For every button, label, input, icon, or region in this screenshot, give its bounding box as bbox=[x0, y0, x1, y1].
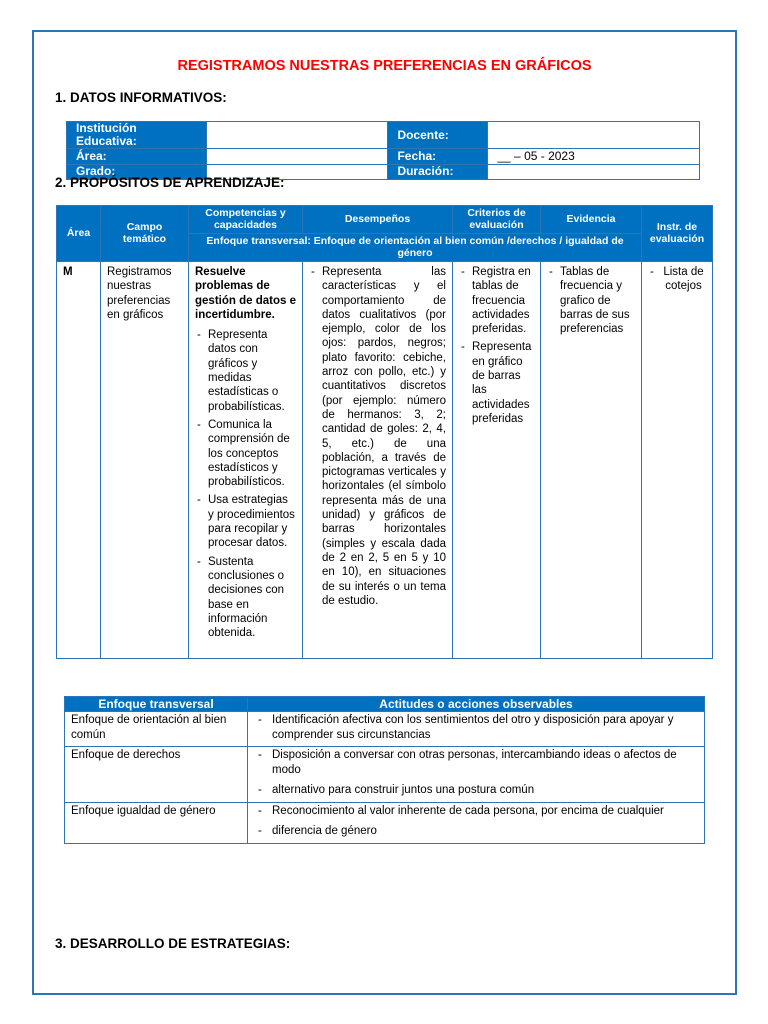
area-label: Área: bbox=[67, 149, 207, 165]
fecha-value[interactable]: __ – 05 - 2023 bbox=[488, 149, 700, 165]
header-evidencia: Evidencia bbox=[541, 206, 642, 234]
instrumento-item: - Lista de cotejos bbox=[648, 265, 706, 294]
enfoque-action-item: - Reconocimiento al valor inherente de cada persona, por encima de cualquier bbox=[254, 804, 698, 819]
duracion-value[interactable] bbox=[488, 164, 700, 180]
cell-evidencia bbox=[541, 262, 642, 659]
enfoque-header-left: Enfoque transversal bbox=[65, 697, 248, 712]
enfoque-actions bbox=[248, 747, 705, 803]
cell-criterios bbox=[453, 262, 541, 659]
docente-value[interactable] bbox=[488, 122, 700, 149]
header-criterios: Criterios de evaluación bbox=[453, 206, 541, 234]
duracion-label: Duración: bbox=[388, 164, 488, 180]
institucion-value[interactable] bbox=[206, 122, 388, 149]
cell-desempenos bbox=[303, 262, 453, 659]
fecha-label: Fecha: bbox=[388, 149, 488, 165]
evidencia-item: - Tablas de frecuencia y grafico de barras de sus preferencias bbox=[547, 265, 635, 336]
enfoque-action-item: - alternativo para construir juntos una postura común bbox=[254, 783, 698, 798]
header-instrumento: Instr. de evaluación bbox=[642, 206, 713, 262]
header-competencias: Competencias y capacidades bbox=[189, 206, 303, 234]
header-enfoque-transversal: Enfoque transversal: Enfoque de orientación al bien común /derechos / igualdad de género bbox=[189, 234, 642, 262]
criterio-item: - Registra en tablas de frecuencia actividades preferidas. bbox=[459, 265, 534, 336]
enfoque-transversal-table bbox=[64, 696, 705, 844]
section-propositos-heading: 2. PROPÓSITOS DE APRENDIZAJE: bbox=[55, 175, 285, 190]
enfoque-action-item: - diferencia de género bbox=[254, 824, 698, 839]
section-datos-heading: 1. DATOS INFORMATIVOS: bbox=[55, 90, 227, 105]
capacidad-item: - Representa datos con gráficos y medidas estadísticas o probabilísticas. bbox=[195, 328, 296, 414]
header-area: Área bbox=[57, 206, 101, 262]
cell-area: M bbox=[57, 262, 101, 659]
desempeno-item: - Representa las características y el comportamiento de datos cualitativos (por ejemplo, color de los ojos: pardos, negros; plato favorito: cebiche, arroz con pollo, etc.) y cuantitativos discretos (por ejemplo: número de hermanos: 3, 2; cantidad de goles: 2, 4, 5, etc.) de una población, a través de pictogramas verticales y horizontales (el símbolo representa más de una unidad) y gráficos de barras horizontales (simples y escala dada de 2 en 2, 5 en 5 y 10 en 10), en situaciones de su interés o un tema de estudio. bbox=[309, 265, 446, 608]
enfoque-name: Enfoque igualdad de género bbox=[65, 802, 248, 843]
criterios-list bbox=[459, 265, 534, 426]
cell-competencias bbox=[189, 262, 303, 659]
enfoque-actions bbox=[248, 712, 705, 747]
page-title: REGISTRAMOS NUESTRAS PREFERENCIAS EN GRÁFICOS bbox=[177, 58, 592, 74]
section-estrategias-heading: 3. DESARROLLO DE ESTRATEGIAS: bbox=[55, 936, 291, 951]
header-desempenos: Desempeños bbox=[303, 206, 453, 234]
capacidades-list bbox=[195, 328, 296, 640]
capacidad-item: - Usa estrategias y procedimientos para recopilar y procesar datos. bbox=[195, 493, 296, 550]
enfoque-action-item: - Disposición a conversar con otras personas, intercambiando ideas o afectos de modo bbox=[254, 748, 698, 777]
cell-campo: Registramos nuestras preferencias en gráficos bbox=[101, 262, 189, 659]
propositos-table bbox=[56, 205, 713, 659]
enfoque-action-item: - Identificación afectiva con los sentimientos del otro y disposición para apoyar y comprender sus circunstancias bbox=[254, 713, 698, 742]
enfoque-name: Enfoque de derechos bbox=[65, 747, 248, 803]
institucion-label: Institución Educativa: bbox=[67, 122, 207, 149]
capacidad-item: - Sustenta conclusiones o decisiones con base en información obtenida. bbox=[195, 555, 296, 641]
enfoque-actions bbox=[248, 802, 705, 843]
capacidad-item: - Comunica la comprensión de los conceptos estadísticos y probabilísticos. bbox=[195, 418, 296, 489]
enfoque-header-right: Actitudes o acciones observables bbox=[248, 697, 705, 712]
docente-label: Docente: bbox=[388, 122, 488, 149]
grado-label: Grado: bbox=[67, 164, 207, 180]
enfoque-name: Enfoque de orientación al bien común bbox=[65, 712, 248, 747]
criterio-item: - Representa en gráfico de barras las actividades preferidas bbox=[459, 340, 534, 426]
cell-instrumento bbox=[642, 262, 713, 659]
area-value[interactable] bbox=[206, 149, 388, 165]
datos-informativos-table bbox=[66, 121, 700, 180]
competencia-title: Resuelve problemas de gestión de datos e incertidumbre. bbox=[195, 266, 296, 321]
header-campo: Campo temático bbox=[101, 206, 189, 262]
